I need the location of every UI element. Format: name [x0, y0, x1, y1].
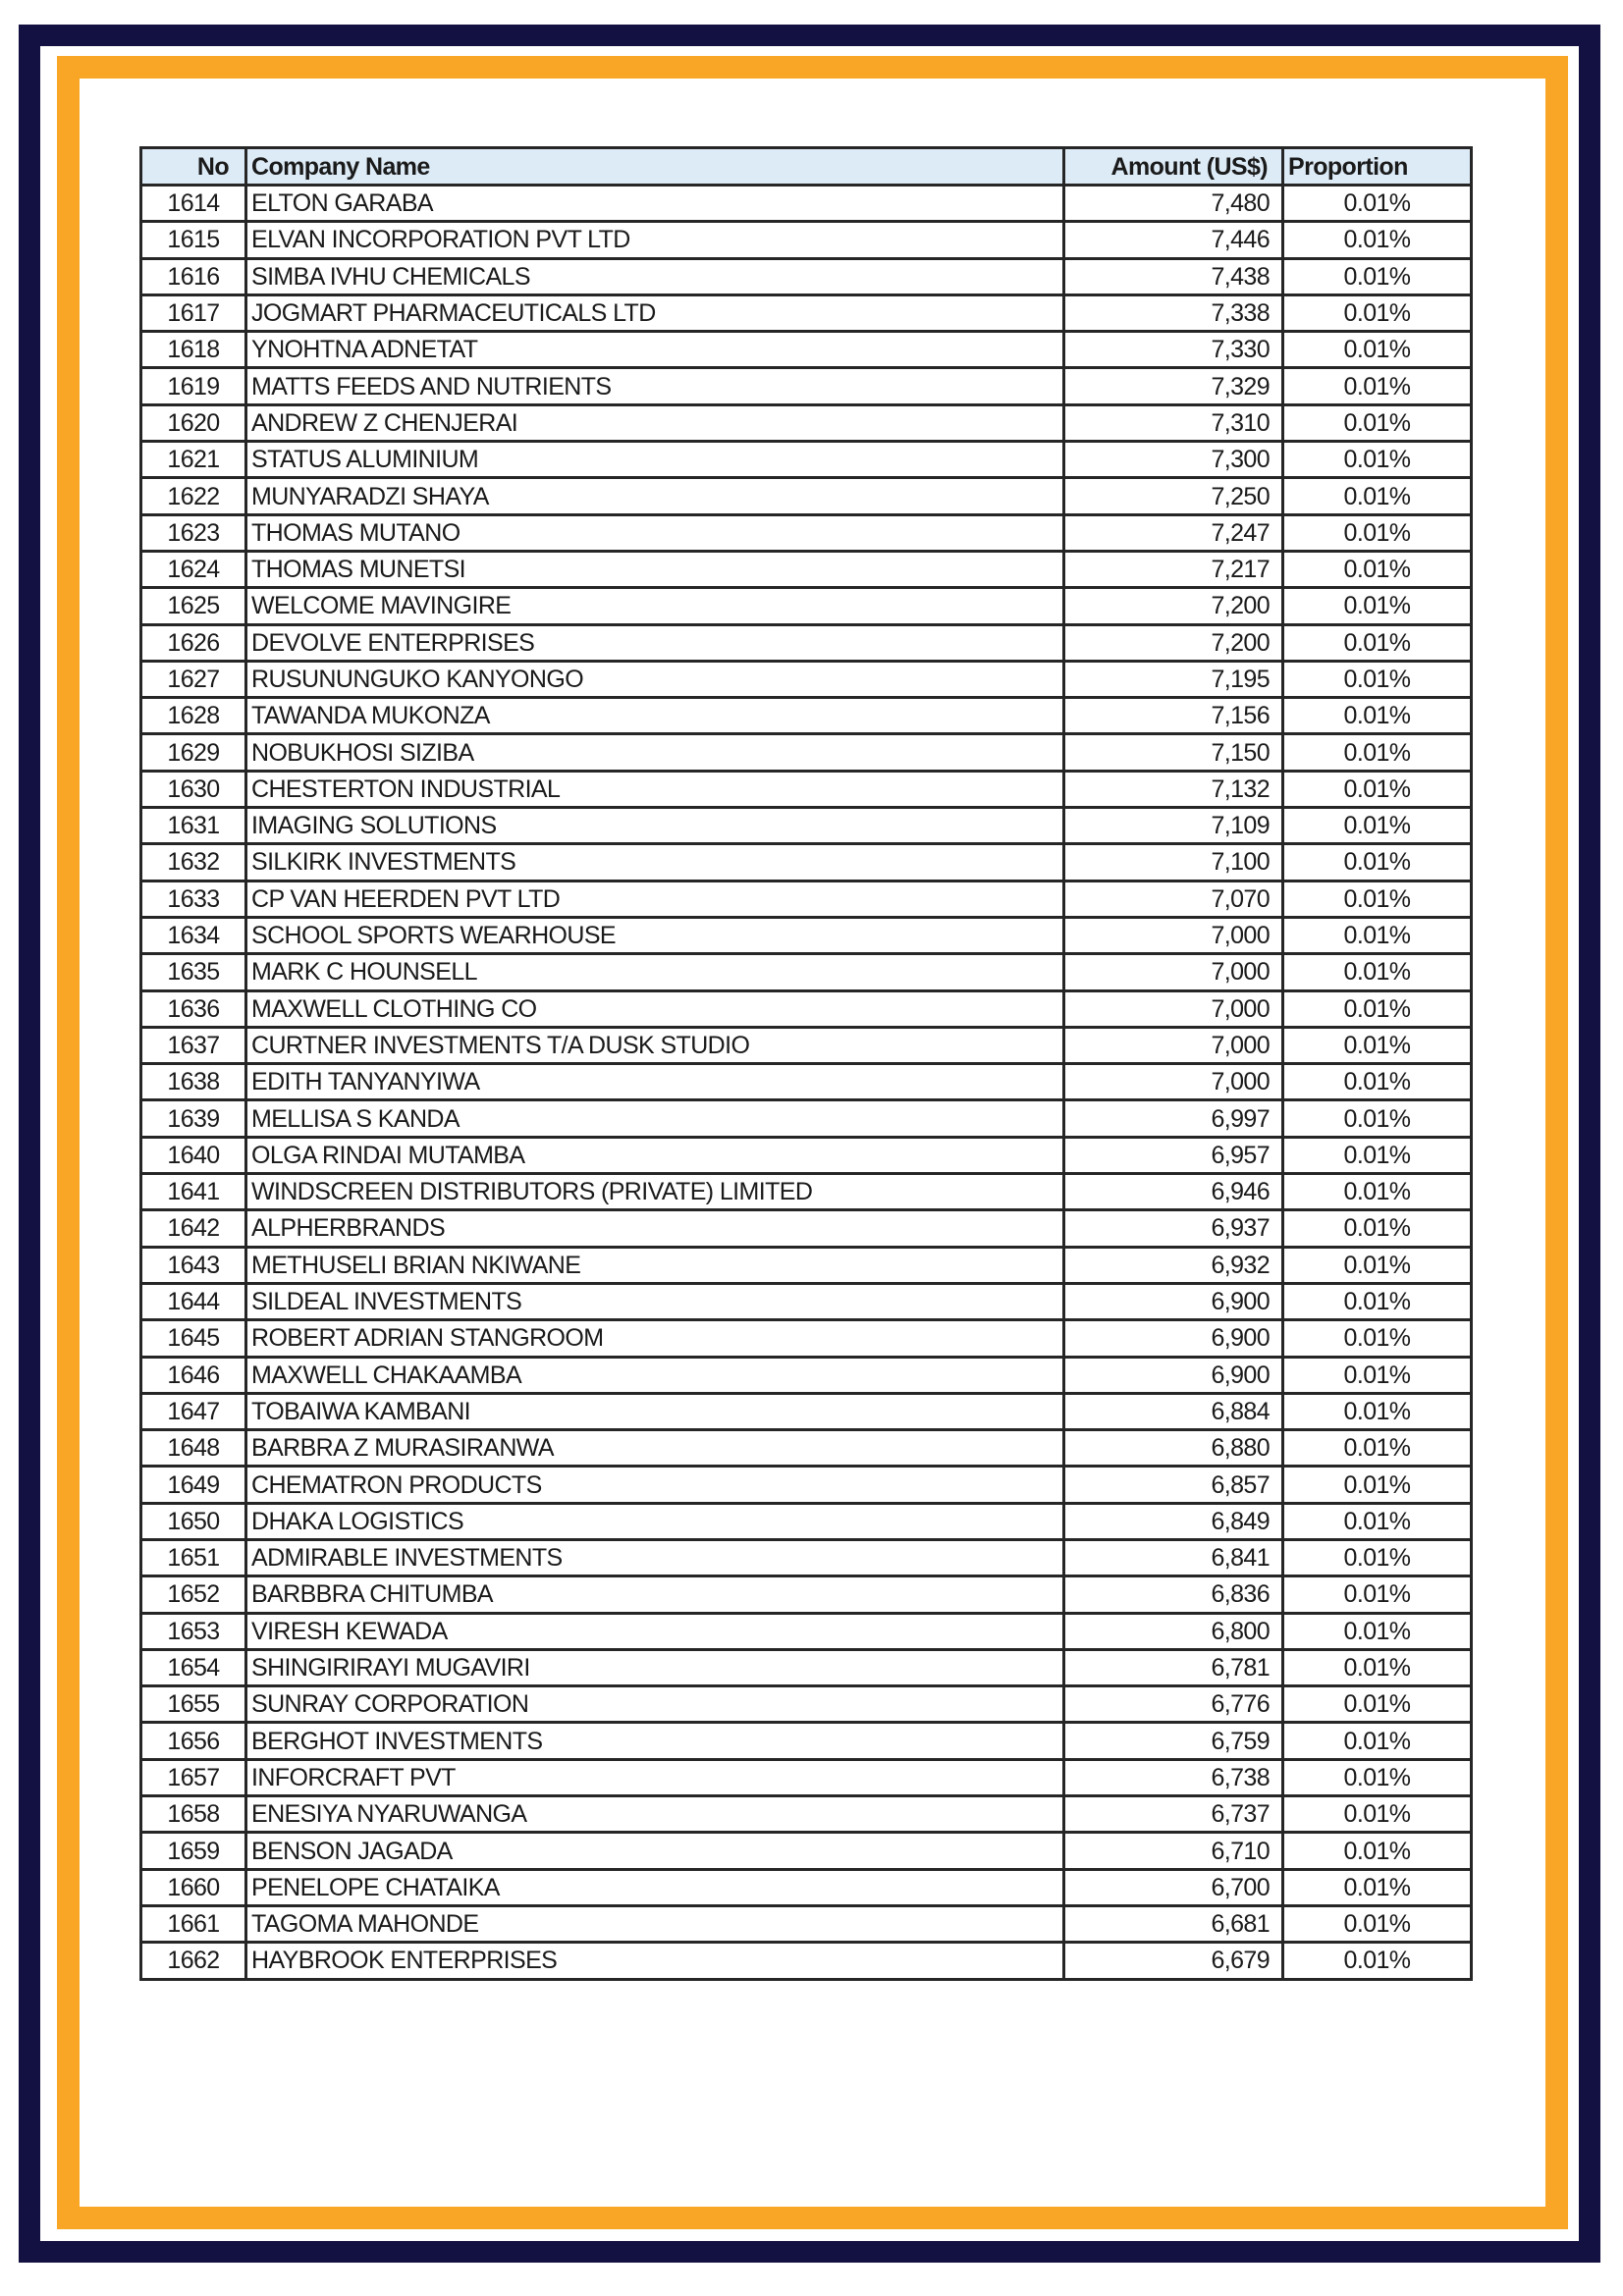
proportion-cell: 0.01%: [1283, 1503, 1472, 1539]
table-row: [141, 734, 1472, 771]
row-number-cell: 1655: [141, 1686, 246, 1723]
amount-cell: 7,217: [1064, 551, 1283, 587]
company-name-cell: SUNRAY CORPORATION: [246, 1686, 1064, 1723]
company-name-cell: CHEMATRON PRODUCTS: [246, 1467, 1064, 1503]
table-row: [141, 1320, 1472, 1357]
company-name-cell: TAWANDA MUKONZA: [246, 698, 1064, 734]
amount-cell: 7,200: [1064, 588, 1283, 624]
company-name-cell: ROBERT ADRIAN STANGROOM: [246, 1320, 1064, 1357]
table-row: [141, 1539, 1472, 1575]
proportion-cell: 0.01%: [1283, 1905, 1472, 1942]
header-company-name: Company Name: [246, 148, 1064, 186]
amount-cell: 7,000: [1064, 1027, 1283, 1063]
row-number-cell: 1656: [141, 1723, 246, 1759]
header-row: [141, 148, 1472, 186]
company-name-cell: SIMBA IVHU CHEMICALS: [246, 258, 1064, 294]
company-name-cell: CURTNER INVESTMENTS T/A DUSK STUDIO: [246, 1027, 1064, 1063]
proportion-cell: 0.01%: [1283, 771, 1472, 807]
company-name-cell: ELVAN INCORPORATION PVT LTD: [246, 222, 1064, 258]
company-name-cell: ANDREW Z CHENJERAI: [246, 404, 1064, 441]
table-row: [141, 186, 1472, 222]
table-row: [141, 588, 1472, 624]
company-name-cell: TAGOMA MAHONDE: [246, 1905, 1064, 1942]
proportion-cell: 0.01%: [1283, 1100, 1472, 1137]
company-name-cell: BARBRA Z MURASIRANWA: [246, 1430, 1064, 1467]
amount-cell: 7,132: [1064, 771, 1283, 807]
company-name-cell: RUSUNUNGUKO KANYONGO: [246, 661, 1064, 697]
company-table-container: [139, 146, 1473, 1981]
table-row: [141, 1027, 1472, 1063]
table-row: [141, 1430, 1472, 1467]
proportion-cell: 0.01%: [1283, 1723, 1472, 1759]
company-name-cell: CP VAN HEERDEN PVT LTD: [246, 881, 1064, 917]
proportion-cell: 0.01%: [1283, 1027, 1472, 1063]
proportion-cell: 0.01%: [1283, 917, 1472, 953]
row-number-cell: 1647: [141, 1393, 246, 1429]
amount-cell: 7,329: [1064, 368, 1283, 404]
row-number-cell: 1646: [141, 1357, 246, 1393]
row-number-cell: 1657: [141, 1759, 246, 1795]
row-number-cell: 1619: [141, 368, 246, 404]
table-row: [141, 661, 1472, 697]
proportion-cell: 0.01%: [1283, 551, 1472, 587]
proportion-cell: 0.01%: [1283, 294, 1472, 331]
table-row: [141, 808, 1472, 844]
table-row: [141, 1723, 1472, 1759]
company-name-cell: VIRESH KEWADA: [246, 1613, 1064, 1649]
table-row: [141, 1357, 1472, 1393]
row-number-cell: 1625: [141, 588, 246, 624]
table-row: [141, 404, 1472, 441]
company-name-cell: TOBAIWA KAMBANI: [246, 1393, 1064, 1429]
table-row: [141, 222, 1472, 258]
company-name-cell: MAXWELL CHAKAAMBA: [246, 1357, 1064, 1393]
table-row: [141, 551, 1472, 587]
amount-cell: 6,737: [1064, 1796, 1283, 1833]
row-number-cell: 1621: [141, 442, 246, 478]
company-name-cell: BENSON JAGADA: [246, 1833, 1064, 1869]
table-row: [141, 1943, 1472, 1979]
table-row: [141, 514, 1472, 551]
table-header: [141, 148, 1472, 186]
proportion-cell: 0.01%: [1283, 1833, 1472, 1869]
amount-cell: 7,446: [1064, 222, 1283, 258]
table-row: [141, 442, 1472, 478]
proportion-cell: 0.01%: [1283, 404, 1472, 441]
proportion-cell: 0.01%: [1283, 954, 1472, 990]
table-row: [141, 1576, 1472, 1613]
table-row: [141, 1247, 1472, 1283]
header-no: No: [141, 148, 246, 186]
proportion-cell: 0.01%: [1283, 1174, 1472, 1210]
amount-cell: 7,480: [1064, 186, 1283, 222]
row-number-cell: 1639: [141, 1100, 246, 1137]
row-number-cell: 1662: [141, 1943, 246, 1979]
proportion-cell: 0.01%: [1283, 478, 1472, 514]
row-number-cell: 1618: [141, 332, 246, 368]
company-name-cell: BARBBRA CHITUMBA: [246, 1576, 1064, 1613]
table-row: [141, 478, 1472, 514]
amount-cell: 6,776: [1064, 1686, 1283, 1723]
company-name-cell: SILDEAL INVESTMENTS: [246, 1283, 1064, 1319]
row-number-cell: 1630: [141, 771, 246, 807]
company-name-cell: SCHOOL SPORTS WEARHOUSE: [246, 917, 1064, 953]
company-name-cell: ALPHERBRANDS: [246, 1210, 1064, 1247]
company-name-cell: HAYBROOK ENTERPRISES: [246, 1943, 1064, 1979]
row-number-cell: 1658: [141, 1796, 246, 1833]
table-row: [141, 698, 1472, 734]
proportion-cell: 0.01%: [1283, 368, 1472, 404]
row-number-cell: 1616: [141, 258, 246, 294]
proportion-cell: 0.01%: [1283, 514, 1472, 551]
company-name-cell: DEVOLVE ENTERPRISES: [246, 624, 1064, 661]
company-name-cell: JOGMART PHARMACEUTICALS LTD: [246, 294, 1064, 331]
row-number-cell: 1650: [141, 1503, 246, 1539]
company-name-cell: ENESIYA NYARUWANGA: [246, 1796, 1064, 1833]
table-row: [141, 1649, 1472, 1685]
company-name-cell: ADMIRABLE INVESTMENTS: [246, 1539, 1064, 1575]
row-number-cell: 1642: [141, 1210, 246, 1247]
table-row: [141, 844, 1472, 881]
proportion-cell: 0.01%: [1283, 1796, 1472, 1833]
company-name-cell: MELLISA S KANDA: [246, 1100, 1064, 1137]
proportion-cell: 0.01%: [1283, 698, 1472, 734]
amount-cell: 6,738: [1064, 1759, 1283, 1795]
header-proportion: Proportion: [1283, 148, 1472, 186]
table-row: [141, 294, 1472, 331]
proportion-cell: 0.01%: [1283, 1759, 1472, 1795]
amount-cell: 6,849: [1064, 1503, 1283, 1539]
amount-cell: 6,946: [1064, 1174, 1283, 1210]
amount-cell: 7,150: [1064, 734, 1283, 771]
amount-cell: 6,900: [1064, 1357, 1283, 1393]
row-number-cell: 1631: [141, 808, 246, 844]
company-name-cell: SHINGIRIRAYI MUGAVIRI: [246, 1649, 1064, 1685]
row-number-cell: 1648: [141, 1430, 246, 1467]
amount-cell: 7,000: [1064, 954, 1283, 990]
row-number-cell: 1637: [141, 1027, 246, 1063]
proportion-cell: 0.01%: [1283, 881, 1472, 917]
company-name-cell: MATTS FEEDS AND NUTRIENTS: [246, 368, 1064, 404]
proportion-cell: 0.01%: [1283, 1430, 1472, 1467]
amount-cell: 6,841: [1064, 1539, 1283, 1575]
amount-cell: 7,156: [1064, 698, 1283, 734]
table-row: [141, 1100, 1472, 1137]
row-number-cell: 1660: [141, 1869, 246, 1905]
proportion-cell: 0.01%: [1283, 661, 1472, 697]
row-number-cell: 1629: [141, 734, 246, 771]
company-name-cell: MUNYARADZI SHAYA: [246, 478, 1064, 514]
table-row: [141, 332, 1472, 368]
row-number-cell: 1653: [141, 1613, 246, 1649]
table-row: [141, 258, 1472, 294]
amount-cell: 7,250: [1064, 478, 1283, 514]
proportion-cell: 0.01%: [1283, 1210, 1472, 1247]
company-name-cell: MAXWELL CLOTHING CO: [246, 990, 1064, 1027]
table-row: [141, 954, 1472, 990]
table-row: [141, 1759, 1472, 1795]
row-number-cell: 1649: [141, 1467, 246, 1503]
amount-cell: 7,438: [1064, 258, 1283, 294]
table-row: [141, 881, 1472, 917]
row-number-cell: 1640: [141, 1137, 246, 1173]
proportion-cell: 0.01%: [1283, 624, 1472, 661]
company-name-cell: CHESTERTON INDUSTRIAL: [246, 771, 1064, 807]
table-row: [141, 917, 1472, 953]
company-name-cell: WINDSCREEN DISTRIBUTORS (PRIVATE) LIMITED: [246, 1174, 1064, 1210]
table-row: [141, 1905, 1472, 1942]
amount-cell: 7,330: [1064, 332, 1283, 368]
row-number-cell: 1633: [141, 881, 246, 917]
proportion-cell: 0.01%: [1283, 1393, 1472, 1429]
company-name-cell: THOMAS MUNETSI: [246, 551, 1064, 587]
company-name-cell: DHAKA LOGISTICS: [246, 1503, 1064, 1539]
table-row: [141, 1174, 1472, 1210]
amount-cell: 7,338: [1064, 294, 1283, 331]
amount-cell: 7,070: [1064, 881, 1283, 917]
row-number-cell: 1624: [141, 551, 246, 587]
proportion-cell: 0.01%: [1283, 1137, 1472, 1173]
proportion-cell: 0.01%: [1283, 222, 1472, 258]
proportion-cell: 0.01%: [1283, 808, 1472, 844]
proportion-cell: 0.01%: [1283, 1320, 1472, 1357]
amount-cell: 7,247: [1064, 514, 1283, 551]
proportion-cell: 0.01%: [1283, 1613, 1472, 1649]
proportion-cell: 0.01%: [1283, 442, 1472, 478]
row-number-cell: 1651: [141, 1539, 246, 1575]
company-name-cell: METHUSELI BRIAN NKIWANE: [246, 1247, 1064, 1283]
row-number-cell: 1622: [141, 478, 246, 514]
amount-cell: 6,857: [1064, 1467, 1283, 1503]
company-name-cell: EDITH TANYANYIWA: [246, 1064, 1064, 1100]
amount-cell: 6,937: [1064, 1210, 1283, 1247]
row-number-cell: 1661: [141, 1905, 246, 1942]
amount-cell: 6,932: [1064, 1247, 1283, 1283]
table-row: [141, 1686, 1472, 1723]
row-number-cell: 1623: [141, 514, 246, 551]
amount-cell: 6,800: [1064, 1613, 1283, 1649]
company-name-cell: INFORCRAFT PVT: [246, 1759, 1064, 1795]
row-number-cell: 1643: [141, 1247, 246, 1283]
row-number-cell: 1638: [141, 1064, 246, 1100]
proportion-cell: 0.01%: [1283, 258, 1472, 294]
row-number-cell: 1644: [141, 1283, 246, 1319]
row-number-cell: 1628: [141, 698, 246, 734]
row-number-cell: 1654: [141, 1649, 246, 1685]
proportion-cell: 0.01%: [1283, 332, 1472, 368]
table-row: [141, 1869, 1472, 1905]
proportion-cell: 0.01%: [1283, 1576, 1472, 1613]
amount-cell: 6,710: [1064, 1833, 1283, 1869]
row-number-cell: 1627: [141, 661, 246, 697]
amount-cell: 6,884: [1064, 1393, 1283, 1429]
table-row: [141, 624, 1472, 661]
table-row: [141, 1137, 1472, 1173]
table-row: [141, 1613, 1472, 1649]
amount-cell: 6,997: [1064, 1100, 1283, 1137]
company-name-cell: IMAGING SOLUTIONS: [246, 808, 1064, 844]
table-row: [141, 1210, 1472, 1247]
row-number-cell: 1615: [141, 222, 246, 258]
table-row: [141, 1833, 1472, 1869]
amount-cell: 7,000: [1064, 1064, 1283, 1100]
table-row: [141, 1796, 1472, 1833]
company-name-cell: STATUS ALUMINIUM: [246, 442, 1064, 478]
proportion-cell: 0.01%: [1283, 1064, 1472, 1100]
table-row: [141, 1503, 1472, 1539]
company-name-cell: MARK C HOUNSELL: [246, 954, 1064, 990]
amount-cell: 7,310: [1064, 404, 1283, 441]
company-name-cell: NOBUKHOSI SIZIBA: [246, 734, 1064, 771]
row-number-cell: 1652: [141, 1576, 246, 1613]
proportion-cell: 0.01%: [1283, 1467, 1472, 1503]
proportion-cell: 0.01%: [1283, 588, 1472, 624]
proportion-cell: 0.01%: [1283, 186, 1472, 222]
proportion-cell: 0.01%: [1283, 1649, 1472, 1685]
proportion-cell: 0.01%: [1283, 1247, 1472, 1283]
proportion-cell: 0.01%: [1283, 734, 1472, 771]
table-body: [141, 186, 1472, 1980]
amount-cell: 6,900: [1064, 1320, 1283, 1357]
proportion-cell: 0.01%: [1283, 1539, 1472, 1575]
table-row: [141, 1283, 1472, 1319]
amount-cell: 7,109: [1064, 808, 1283, 844]
table-row: [141, 1393, 1472, 1429]
company-name-cell: THOMAS MUTANO: [246, 514, 1064, 551]
amount-cell: 6,957: [1064, 1137, 1283, 1173]
table-row: [141, 990, 1472, 1027]
amount-cell: 7,300: [1064, 442, 1283, 478]
company-table: [139, 146, 1473, 1981]
amount-cell: 6,679: [1064, 1943, 1283, 1979]
proportion-cell: 0.01%: [1283, 990, 1472, 1027]
row-number-cell: 1645: [141, 1320, 246, 1357]
row-number-cell: 1635: [141, 954, 246, 990]
row-number-cell: 1641: [141, 1174, 246, 1210]
proportion-cell: 0.01%: [1283, 1283, 1472, 1319]
company-name-cell: BERGHOT INVESTMENTS: [246, 1723, 1064, 1759]
amount-cell: 6,900: [1064, 1283, 1283, 1319]
table-row: [141, 1467, 1472, 1503]
table-row: [141, 368, 1472, 404]
proportion-cell: 0.01%: [1283, 1686, 1472, 1723]
amount-cell: 7,000: [1064, 990, 1283, 1027]
row-number-cell: 1634: [141, 917, 246, 953]
amount-cell: 7,000: [1064, 917, 1283, 953]
amount-cell: 6,836: [1064, 1576, 1283, 1613]
proportion-cell: 0.01%: [1283, 1357, 1472, 1393]
row-number-cell: 1632: [141, 844, 246, 881]
row-number-cell: 1620: [141, 404, 246, 441]
header-amount: Amount (US$): [1064, 148, 1283, 186]
amount-cell: 6,700: [1064, 1869, 1283, 1905]
proportion-cell: 0.01%: [1283, 1869, 1472, 1905]
amount-cell: 7,195: [1064, 661, 1283, 697]
proportion-cell: 0.01%: [1283, 844, 1472, 881]
row-number-cell: 1614: [141, 186, 246, 222]
amount-cell: 6,880: [1064, 1430, 1283, 1467]
row-number-cell: 1617: [141, 294, 246, 331]
table-row: [141, 771, 1472, 807]
company-name-cell: SILKIRK INVESTMENTS: [246, 844, 1064, 881]
proportion-cell: 0.01%: [1283, 1943, 1472, 1979]
row-number-cell: 1626: [141, 624, 246, 661]
amount-cell: 6,759: [1064, 1723, 1283, 1759]
company-name-cell: ELTON GARABA: [246, 186, 1064, 222]
row-number-cell: 1659: [141, 1833, 246, 1869]
company-name-cell: YNOHTNA ADNETAT: [246, 332, 1064, 368]
company-name-cell: WELCOME MAVINGIRE: [246, 588, 1064, 624]
row-number-cell: 1636: [141, 990, 246, 1027]
amount-cell: 7,200: [1064, 624, 1283, 661]
amount-cell: 7,100: [1064, 844, 1283, 881]
amount-cell: 6,681: [1064, 1905, 1283, 1942]
company-name-cell: OLGA RINDAI MUTAMBA: [246, 1137, 1064, 1173]
amount-cell: 6,781: [1064, 1649, 1283, 1685]
table-row: [141, 1064, 1472, 1100]
company-name-cell: PENELOPE CHATAIKA: [246, 1869, 1064, 1905]
